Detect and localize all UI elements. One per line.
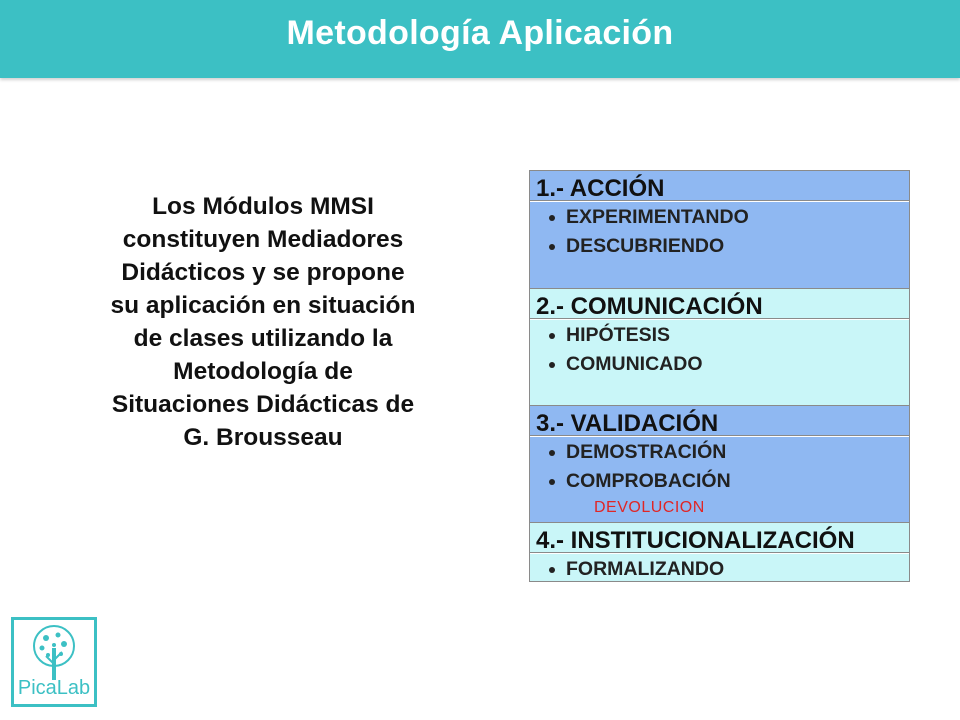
stage-2-title: 2.- COMUNICACIÓN [530,289,909,319]
list-item: DESCUBRIENDO [566,235,909,264]
list-item: HIPÓTESIS [566,324,909,353]
tree-icon [28,624,80,682]
intro-text: Los Módulos MMSI constituyen Mediadores Didácticos y se propone su aplicación en situación de clases utilizando la Metodología de Situaciones Didácticas de G. Brousseau [110,193,416,451]
list-item: DEMOSTRACIÓN [566,441,909,470]
stage-2-items [530,320,909,406]
stage-3-title: 3.- VALIDACIÓN [530,406,909,436]
stage-1-title: 1.- ACCIÓN [530,171,909,201]
stage-4-items [530,554,909,581]
header-bar [0,0,960,78]
list-item: EXPERIMENTANDO [566,206,909,235]
list-item: FORMALIZANDO [566,558,909,582]
stage-4-title: 4.- INSTITUCIONALIZACIÓN [530,523,909,553]
devolucion-note: DEVOLUCION [594,499,705,516]
picalab-logo [11,617,97,707]
logo-text: PicaLab [17,677,91,699]
stage-3-items [530,437,909,523]
stages-table [529,170,910,582]
list-item: COMUNICADO [566,353,909,382]
list-item: COMPROBACIÓN [566,470,909,499]
page-title: Metodología Aplicación [286,14,674,52]
stage-1-items [530,202,909,289]
